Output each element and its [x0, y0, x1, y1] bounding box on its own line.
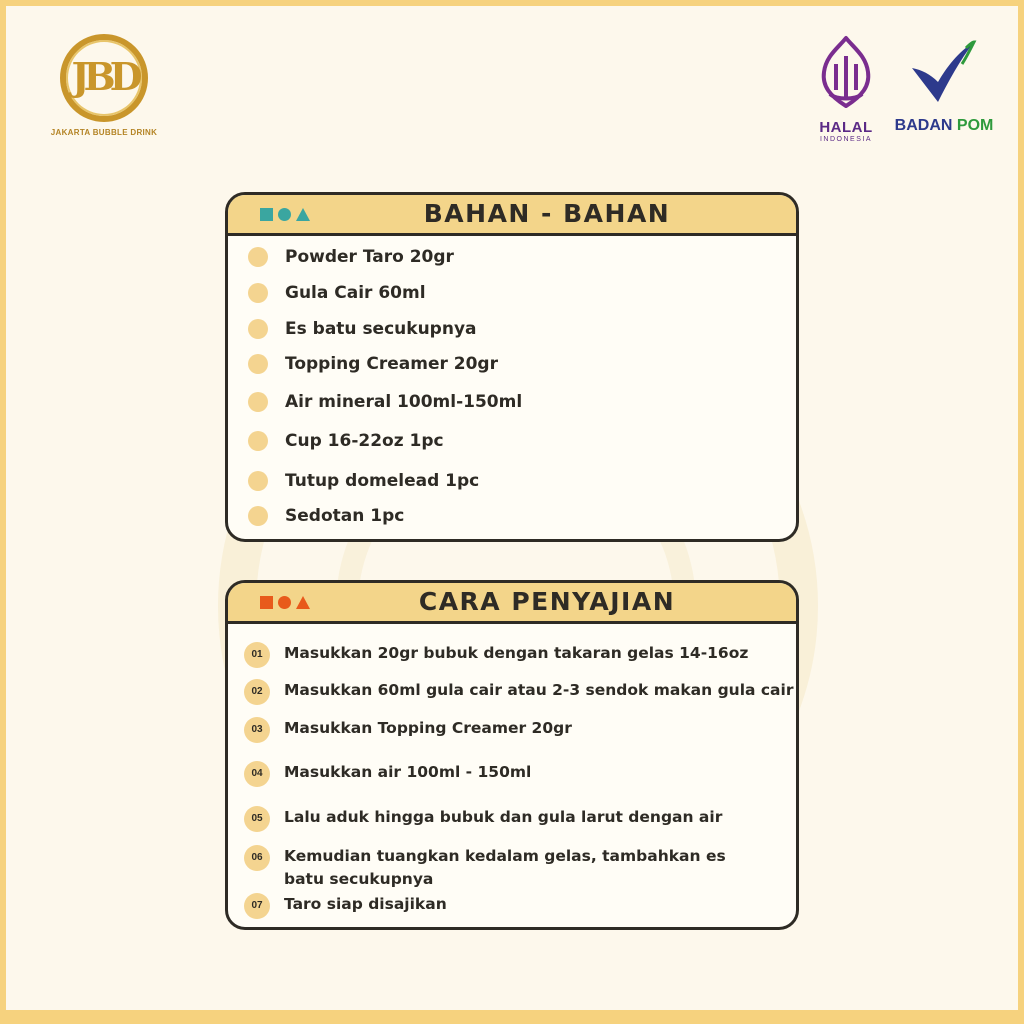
- step-number: 04: [244, 761, 270, 787]
- bpom-logo: [886, 38, 1002, 135]
- list-item: [248, 354, 498, 374]
- ingredient-text: Topping Creamer 20gr: [285, 354, 498, 374]
- bpom-check-icon: [908, 38, 980, 108]
- step-number: 01: [244, 642, 270, 668]
- list-item: [244, 717, 794, 743]
- list-item: [248, 506, 404, 526]
- steps-title: CARA PENYAJIAN: [418, 587, 676, 616]
- step-text: Masukkan 60ml gula cair atau 2-3 sendok makan gula cair: [284, 681, 794, 699]
- list-item: [248, 319, 477, 339]
- halal-logo: [810, 34, 882, 143]
- brand-monogram: JBD: [71, 54, 137, 99]
- bpom-label: [886, 117, 1002, 135]
- ingredient-text: Gula Cair 60ml: [285, 283, 426, 303]
- bullet-icon: [248, 392, 268, 412]
- list-item: [248, 283, 426, 303]
- halal-sublabel: INDONESIA: [819, 136, 872, 143]
- list-item: [244, 806, 794, 832]
- steps-header: [228, 583, 796, 624]
- step-number: 03: [244, 717, 270, 743]
- list-item: [244, 761, 794, 787]
- bottom-border: [0, 1010, 1024, 1024]
- ingredient-text: Es batu secukupnya: [285, 319, 477, 339]
- step-text: Masukkan 20gr bubuk dengan takaran gelas 14-16oz: [284, 644, 749, 662]
- halal-label: HALAL: [819, 119, 873, 136]
- brand-logo-ring: [60, 34, 148, 122]
- bullet-icon: [248, 247, 268, 267]
- ingredient-text: Powder Taro 20gr: [285, 247, 454, 267]
- brand-logo: [44, 34, 164, 137]
- bullet-icon: [248, 283, 268, 303]
- list-item: [248, 471, 479, 491]
- list-item: [244, 845, 754, 891]
- step-number: 06: [244, 845, 270, 871]
- step-number: 05: [244, 806, 270, 832]
- list-item: [244, 679, 794, 705]
- bullet-icon: [248, 506, 268, 526]
- brand-name: JAKARTA BUBBLE DRINK: [50, 128, 158, 137]
- step-text: Kemudian tuangkan kedalam gelas, tambahkan es batu secukupnya: [284, 847, 726, 888]
- bpom-label-part2: POM: [956, 117, 994, 134]
- ingredients-card: [225, 192, 799, 542]
- list-item: [244, 893, 794, 919]
- step-text: Taro siap disajikan: [284, 895, 447, 913]
- ingredient-text: Sedotan 1pc: [285, 506, 405, 526]
- bpom-label-part1: BADAN: [894, 117, 953, 134]
- ingredients-title: BAHAN - BAHAN: [423, 199, 671, 228]
- ingredients-header: [228, 195, 796, 236]
- step-text: Masukkan air 100ml - 150ml: [284, 763, 532, 781]
- step-text: Lalu aduk hingga bubuk dan gula larut dengan air: [284, 808, 723, 826]
- list-item: [248, 392, 522, 412]
- halal-icon: [816, 34, 876, 112]
- list-item: [244, 642, 794, 668]
- bullet-icon: [248, 354, 268, 374]
- bullet-icon: [248, 431, 268, 451]
- step-number: 07: [244, 893, 270, 919]
- list-item: [248, 247, 454, 267]
- ingredient-text: Air mineral 100ml-150ml: [285, 392, 523, 412]
- ingredient-text: Cup 16-22oz 1pc: [285, 431, 444, 451]
- ingredient-text: Tutup domelead 1pc: [285, 471, 480, 491]
- steps-card: [225, 580, 799, 930]
- bullet-icon: [248, 319, 268, 339]
- step-number: 02: [244, 679, 270, 705]
- step-text: Masukkan Topping Creamer 20gr: [284, 719, 572, 737]
- bullet-icon: [248, 471, 268, 491]
- list-item: [248, 431, 444, 451]
